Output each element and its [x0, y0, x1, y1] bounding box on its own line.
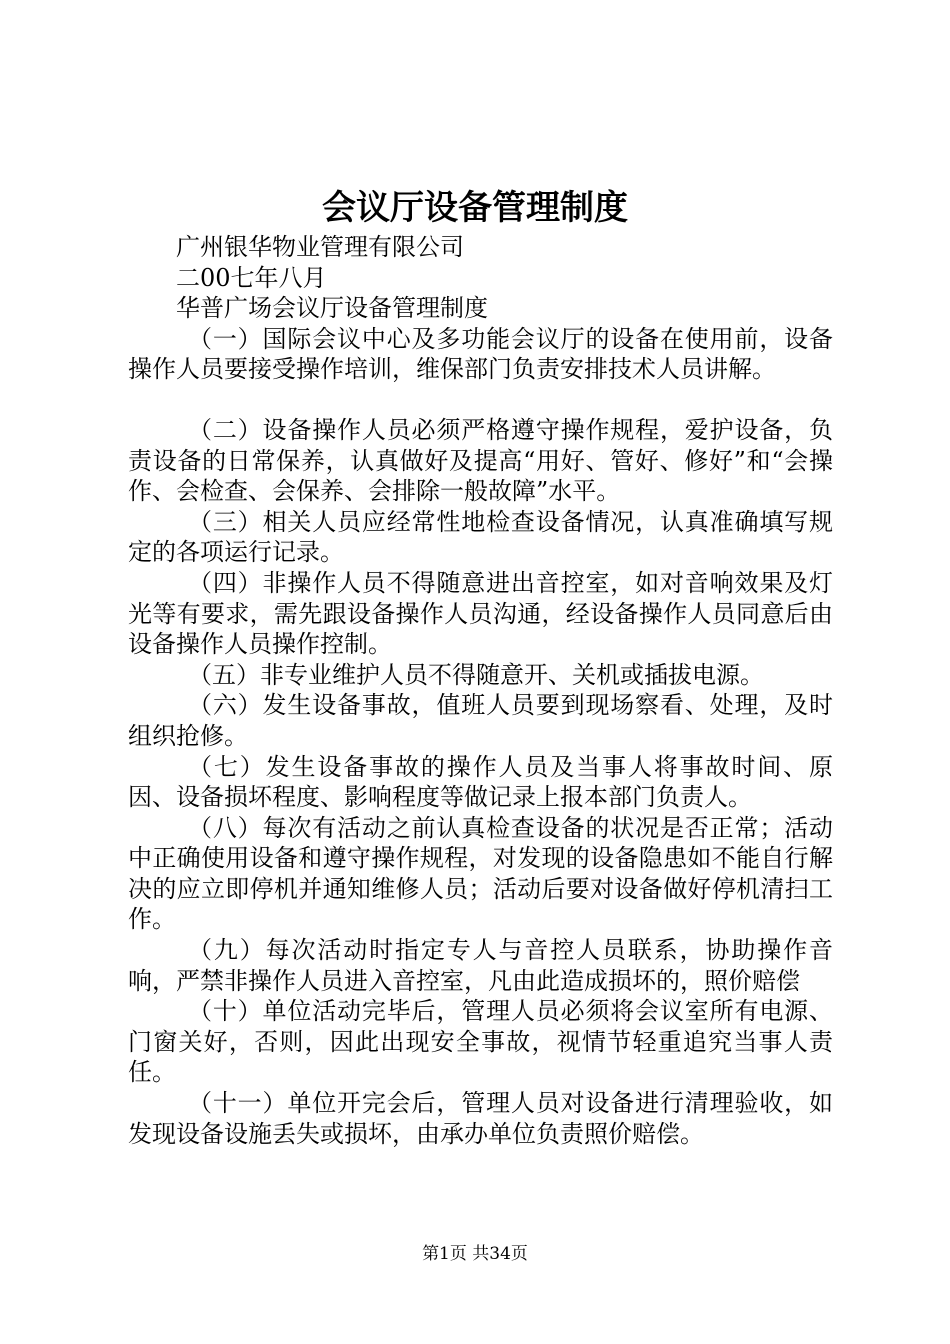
paragraph-4: （四）非操作人员不得随意进出音控室，如对音响效果及灯光等有要求，需先跟设备操作人员沟通，经设备操作人员同意后由设备操作人员操作控制。 [128, 568, 833, 659]
document-body [128, 232, 833, 1149]
document-subtitle: 华普广场会议厅设备管理制度 [176, 294, 488, 323]
page-footer: 第1页 共34页 [422, 1244, 528, 1264]
document-title: 会议厅设备管理制度 [322, 188, 628, 228]
paragraph-8: （八）每次有活动之前认真检查设备的状况是否正常；活动中正确使用设备和遵守操作规程，对发现的设备隐患如不能自行解决的应立即停机并通知维修人员；活动后要对设备做好停机清扫工作。 [128, 813, 833, 934]
document-date: 二00七年八月 [176, 263, 327, 292]
paragraph-spacer [128, 385, 833, 415]
paragraph-10: （十）单位活动完毕后，管理人员必须将会议室所有电源、门窗关好，否则，因此出现安全事故，视情节轻重追究当事人责任。 [128, 997, 833, 1087]
company-name: 广州银华物业管理有限公司 [176, 233, 464, 261]
paragraph-11: （十一）单位开完会后，管理人员对设备进行清理验收，如发现设备设施丢失或损坏，由承办单位负责照价赔偿。 [128, 1089, 833, 1148]
paragraph-1: （一）国际会议中心及多功能会议厅的设备在使用前，设备操作人员要接受操作培训，维保部门负责安排技术人员讲解。 [128, 324, 833, 384]
paragraph-9: （九）每次活动时指定专人与音控人员联系，协助操作音响，严禁非操作人员进入音控室，凡由此造成损坏的，照价赔偿 [128, 936, 833, 995]
paragraph-6: （六）发生设备事故，值班人员要到现场察看、处理，及时组织抢修。 [128, 691, 833, 750]
paragraph-5: （五）非专业维护人员不得随意开、关机或插拔电源。 [188, 660, 764, 689]
paragraph-3: （三）相关人员应经常性地检查设备情况，认真准确填写规定的各项运行记录。 [128, 507, 833, 567]
paragraph-7: （七）发生设备事故的操作人员及当事人将事故时间、原因、设备损坏程度、影响程度等做记录上报本部门负责人。 [128, 752, 833, 812]
paragraph-2: （二）设备操作人员必须严格遵守操作规程，爱护设备，负责设备的日常保养，认真做好及提高“用好、管好、修好”和“会操作、会检查、会保养、会排除一般故障”水平。 [128, 415, 833, 506]
